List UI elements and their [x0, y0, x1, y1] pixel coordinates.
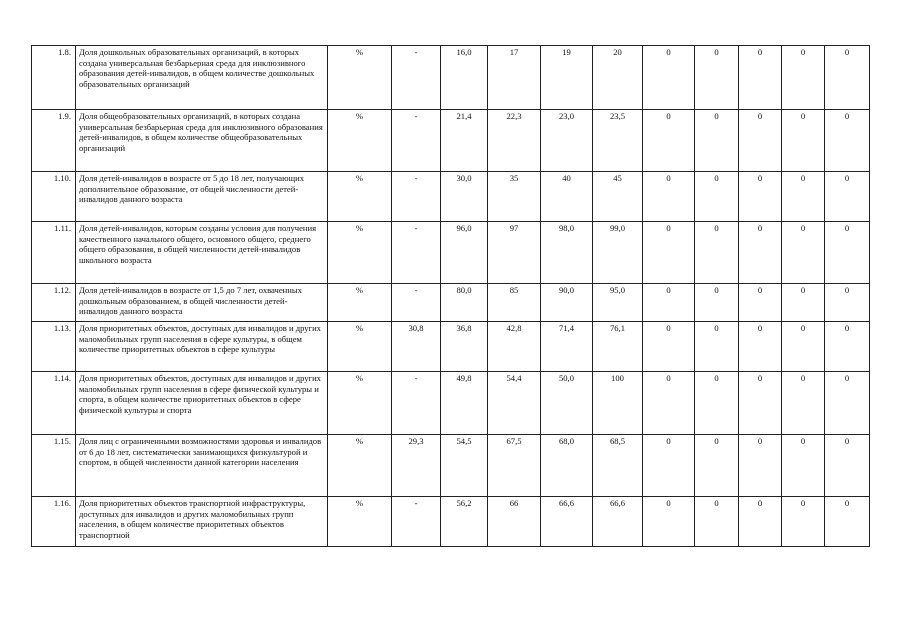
row-number: 1.11.: [32, 222, 76, 284]
value-cell: 0: [825, 322, 870, 372]
indicator-name: Доля приоритетных объектов, доступных для инвалидов и других маломобильных групп населения в сфере физической культуры и спорта, в общем количестве приоритетных объектов в сфере физической культуры и спорта: [76, 372, 328, 435]
value-cell: 98,0: [541, 222, 593, 284]
value-cell: 56,2: [441, 497, 488, 547]
value-cell: 90,0: [541, 284, 593, 322]
value-cell: 0: [782, 435, 825, 497]
value-cell: 54,4: [488, 372, 541, 435]
row-number: 1.12.: [32, 284, 76, 322]
value-cell: -: [392, 284, 441, 322]
value-cell: -: [392, 172, 441, 222]
value-cell: 17: [488, 46, 541, 110]
value-cell: 67,5: [488, 435, 541, 497]
value-cell: 0: [695, 46, 739, 110]
value-cell: 0: [695, 172, 739, 222]
value-cell: 0: [782, 110, 825, 172]
value-cell: 0: [782, 322, 825, 372]
value-cell: 0: [643, 322, 695, 372]
value-cell: 85: [488, 284, 541, 322]
value-cell: 23,5: [593, 110, 643, 172]
value-cell: 0: [739, 497, 782, 547]
value-cell: 16,0: [441, 46, 488, 110]
row-number: 1.10.: [32, 172, 76, 222]
value-cell: 0: [643, 372, 695, 435]
value-cell: 40: [541, 172, 593, 222]
value-cell: 80,0: [441, 284, 488, 322]
value-cell: 0: [643, 46, 695, 110]
value-cell: 0: [825, 222, 870, 284]
table-row: [32, 284, 870, 322]
indicator-name: Доля детей-инвалидов в возрасте от 1,5 до 7 лет, охваченных дошкольным образованием, в общей численности детей-инвалидов данного возраста: [76, 284, 328, 322]
value-cell: 23,0: [541, 110, 593, 172]
value-cell: 99,0: [593, 222, 643, 284]
value-cell: 36,8: [441, 322, 488, 372]
row-number: 1.8.: [32, 46, 76, 110]
indicator-name: Доля детей-инвалидов, которым созданы условия для получения качественного начального общего, основного общего, среднего общего образования, в общей численности детей-инвалидов школьного возраста: [76, 222, 328, 284]
value-cell: 0: [739, 322, 782, 372]
value-cell: 49,8: [441, 372, 488, 435]
value-cell: 0: [782, 46, 825, 110]
indicator-name: Доля приоритетных объектов, доступных для инвалидов и других маломобильных групп населения в сфере культуры, в общем количестве приоритетных объектов в сфере культуры: [76, 322, 328, 372]
unit-cell: %: [328, 322, 392, 372]
row-number: 1.14.: [32, 372, 76, 435]
unit-cell: %: [328, 372, 392, 435]
value-cell: 0: [643, 284, 695, 322]
value-cell: 76,1: [593, 322, 643, 372]
value-cell: 0: [695, 284, 739, 322]
value-cell: 0: [739, 222, 782, 284]
unit-cell: %: [328, 110, 392, 172]
value-cell: 0: [643, 222, 695, 284]
unit-cell: %: [328, 172, 392, 222]
value-cell: 0: [782, 372, 825, 435]
unit-cell: %: [328, 497, 392, 547]
indicator-name: Доля дошкольных образовательных организаций, в которых создана универсальная безбарьерная среда для инклюзивного образования детей-инвалидов, в общем количестве дошкольных образовательных организаций: [76, 46, 328, 110]
value-cell: 30,0: [441, 172, 488, 222]
value-cell: 20: [593, 46, 643, 110]
value-cell: 0: [739, 110, 782, 172]
value-cell: -: [392, 372, 441, 435]
table-row: [32, 110, 870, 172]
value-cell: 95,0: [593, 284, 643, 322]
table-row: [32, 46, 870, 110]
value-cell: 0: [695, 435, 739, 497]
value-cell: 30,8: [392, 322, 441, 372]
value-cell: 0: [695, 322, 739, 372]
indicator-name: Доля лиц с ограниченными возможностями здоровья и инвалидов от 6 до 18 лет, систематически занимающихся физкультурой и спортом, в общей численности данной категории населения: [76, 435, 328, 497]
value-cell: 50,0: [541, 372, 593, 435]
value-cell: 0: [739, 435, 782, 497]
value-cell: 0: [782, 172, 825, 222]
unit-cell: %: [328, 46, 392, 110]
table-row: [32, 322, 870, 372]
table-row: [32, 222, 870, 284]
value-cell: 0: [739, 284, 782, 322]
value-cell: 0: [643, 497, 695, 547]
value-cell: 0: [825, 46, 870, 110]
value-cell: 54,5: [441, 435, 488, 497]
value-cell: -: [392, 222, 441, 284]
value-cell: 29,3: [392, 435, 441, 497]
value-cell: 96,0: [441, 222, 488, 284]
value-cell: 42,8: [488, 322, 541, 372]
value-cell: 100: [593, 372, 643, 435]
table-row: [32, 435, 870, 497]
row-number: 1.9.: [32, 110, 76, 172]
value-cell: 22,3: [488, 110, 541, 172]
value-cell: 68,5: [593, 435, 643, 497]
value-cell: -: [392, 46, 441, 110]
value-cell: 66,6: [541, 497, 593, 547]
value-cell: 97: [488, 222, 541, 284]
unit-cell: %: [328, 435, 392, 497]
table-body: [32, 46, 870, 547]
value-cell: 0: [695, 222, 739, 284]
value-cell: 0: [643, 110, 695, 172]
table-row: [32, 372, 870, 435]
value-cell: 0: [825, 284, 870, 322]
indicators-table: [31, 45, 870, 547]
value-cell: 0: [643, 435, 695, 497]
indicator-name: Доля общеобразовательных организаций, в которых создана универсальная безбарьерная среда для инклюзивного образования детей-инвалидов, в общем количестве общеобразовательных организаций: [76, 110, 328, 172]
row-number: 1.13.: [32, 322, 76, 372]
value-cell: 66,6: [593, 497, 643, 547]
value-cell: 0: [825, 435, 870, 497]
value-cell: 66: [488, 497, 541, 547]
value-cell: 0: [782, 497, 825, 547]
value-cell: 0: [782, 284, 825, 322]
value-cell: 0: [825, 372, 870, 435]
value-cell: -: [392, 110, 441, 172]
table-row: [32, 172, 870, 222]
value-cell: 0: [739, 372, 782, 435]
value-cell: 0: [695, 110, 739, 172]
unit-cell: %: [328, 222, 392, 284]
indicator-name: Доля приоритетных объектов транспортной инфраструктуры, доступных для инвалидов и других маломобильных групп населения, в общем количестве приоритетных объектов транспортной: [76, 497, 328, 547]
value-cell: 0: [643, 172, 695, 222]
value-cell: 21,4: [441, 110, 488, 172]
row-number: 1.16.: [32, 497, 76, 547]
value-cell: 0: [695, 372, 739, 435]
value-cell: 0: [739, 172, 782, 222]
value-cell: 45: [593, 172, 643, 222]
value-cell: 0: [825, 110, 870, 172]
value-cell: 0: [825, 172, 870, 222]
value-cell: 19: [541, 46, 593, 110]
value-cell: 0: [739, 46, 782, 110]
value-cell: -: [392, 497, 441, 547]
indicator-name: Доля детей-инвалидов в возрасте от 5 до 18 лет, получающих дополнительное образование, от общей численности детей-инвалидов данного возраста: [76, 172, 328, 222]
value-cell: 0: [825, 497, 870, 547]
value-cell: 0: [695, 497, 739, 547]
unit-cell: %: [328, 284, 392, 322]
table-row: [32, 497, 870, 547]
value-cell: 71,4: [541, 322, 593, 372]
value-cell: 0: [782, 222, 825, 284]
value-cell: 68,0: [541, 435, 593, 497]
value-cell: 35: [488, 172, 541, 222]
row-number: 1.15.: [32, 435, 76, 497]
